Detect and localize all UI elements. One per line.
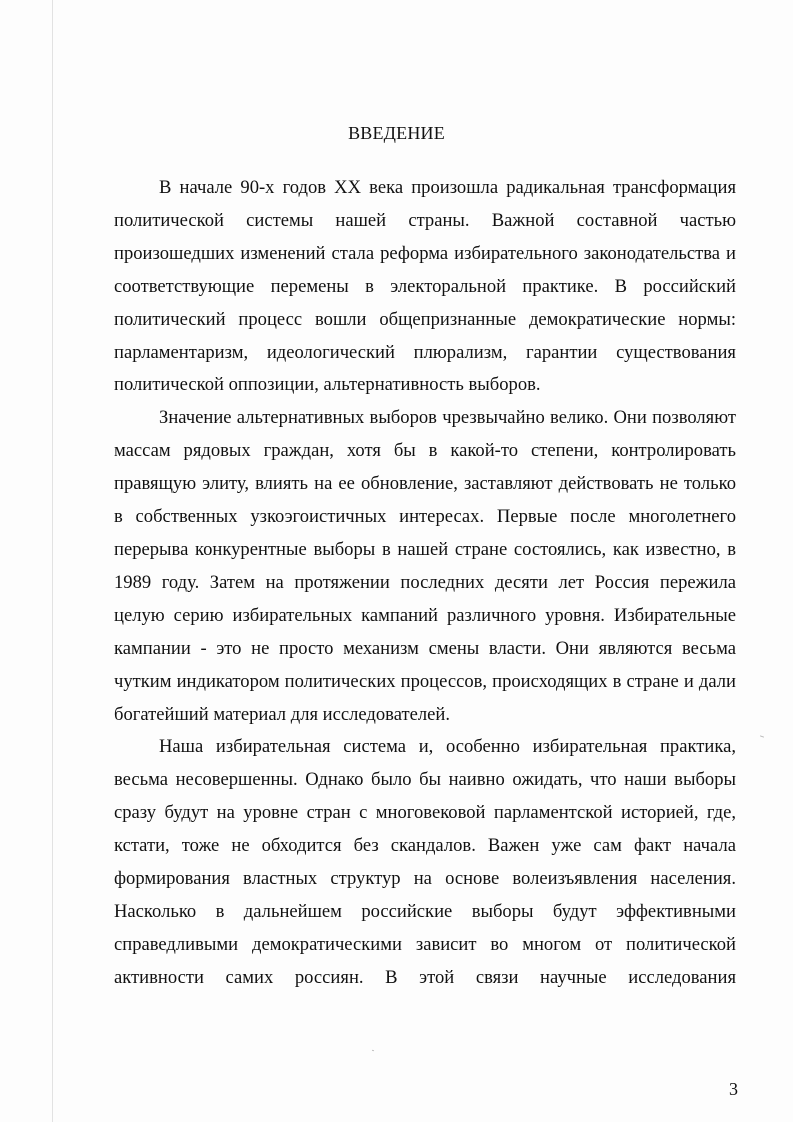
page-number: 3 bbox=[729, 1079, 738, 1099]
body-text bbox=[114, 172, 736, 995]
page-title: ВВЕДЕНИЕ bbox=[348, 123, 445, 143]
scan-edge-shadow bbox=[52, 0, 53, 1122]
scan-speck bbox=[372, 1050, 374, 1052]
paragraph-2: Значение альтернативных выборов чрезвычайно велико. Они позволяют массам рядовых граждан, хотя бы в какой-то степени, контролировать правящую элиту, влиять на ее обновление, заставляют действовать не только в собственных узкоэгоистичных интересах. Первые после многолетнего перерыва конкурентные выборы в нашей стране состоялись, как известно, в 1989 году. Затем на протяжении последних десяти лет Россия пережила целую серию избирательных кампаний различного уровня. Избирательные кампании - это не просто механизм смены власти. Они являются весьма чутким индикатором политических процессов, происходящих в стране и дали богатейший материал для исследователей. bbox=[114, 407, 736, 725]
paragraph-1: В начале 90-х годов XX века произошла радикальная трансформация политической системы нашей страны. Важной составной частью произошедших изменений стала реформа избирательного законодательства и соответствующие перемены в электоральной практике. В российский политический процесс вошли общепризнанные демократические нормы: парламентаризм, идеологический плюрализм, гарантии существования политической оппозиции, альтернативность выборов. bbox=[114, 177, 736, 396]
paragraph-3: Наша избирательная система и, особенно избирательная практика, весьма несовершенны. Однако было бы наивно ожидать, что наши выборы сразу будут на уровне стран с многовековой парламентской историей, где, кстати, тоже не обходится без скандалов. Важен уже сам факт начала формирования властных структур на основе волеизъявления населения. Насколько в дальнейшем российские выборы будут эффективными справедливыми демократическими зависит во многом от политической активности самих россиян. В этой связи научные исследования bbox=[114, 736, 736, 988]
scan-speck bbox=[760, 735, 764, 737]
